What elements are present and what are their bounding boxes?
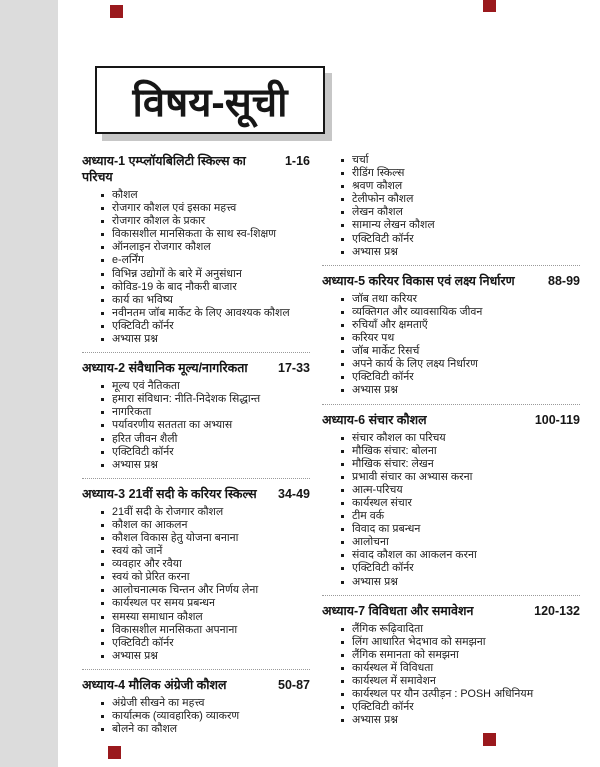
toc-item: रीडिंग स्किल्स — [352, 167, 580, 180]
toc-item: मूल्य एवं नैतिकता — [112, 380, 310, 393]
chapter-heading-row — [322, 273, 580, 289]
toc-item: मौखिक संचार: बोलना — [352, 445, 580, 458]
toc-item: एक्टिविटी कॉर्नर — [112, 637, 310, 650]
toc-item: व्यवहार और रवैया — [112, 558, 310, 571]
toc-item: अभ्यास प्रश्न — [352, 714, 580, 727]
corner-mark-icon — [483, 0, 496, 12]
chapter-pages: 88-99 — [548, 273, 580, 288]
toc-item: विवाद का प्रबन्धन — [352, 523, 580, 536]
toc-item: विकासशील मानसिकता अपनाना — [112, 624, 310, 637]
chapter-topic-list — [82, 506, 310, 663]
toc-item: रोजगार कौशल के प्रकार — [112, 215, 310, 228]
toc-item: आलोचना — [352, 536, 580, 549]
toc-item: एक्टिविटी कॉर्नर — [352, 233, 580, 246]
toc-item: लैंगिक रूढ़िवादिता — [352, 623, 580, 636]
chapter-block — [322, 154, 580, 259]
page-title-box — [95, 66, 325, 134]
toc-item: कौशल का आकलन — [112, 519, 310, 532]
chapter-heading-row — [82, 153, 310, 185]
toc-item: हरित जीवन शैली — [112, 433, 310, 446]
chapter-separator — [82, 352, 310, 353]
toc-item: आत्म-परिचय — [352, 484, 580, 497]
toc-item: कौशल विकास हेतु योजना बनाना — [112, 532, 310, 545]
toc-item: अपने कार्य के लिए लक्ष्य निर्धारण — [352, 358, 580, 371]
chapter-heading: अध्याय-6 संचार कौशल — [322, 412, 427, 427]
corner-mark-icon — [110, 5, 123, 18]
chapter-heading: अध्याय-4 मौलिक अंग्रेजी कौशल — [82, 677, 227, 692]
toc-item: विभिन्न उद्योगों के बारे में अनुसंधान — [112, 268, 310, 281]
chapter-heading-row — [82, 486, 310, 502]
chapter-pages: 1-16 — [284, 154, 310, 168]
chapter-pages: 100-119 — [534, 412, 580, 427]
toc-item: टीम वर्क — [352, 510, 580, 523]
toc-item: रुचियाँ और क्षमताएँ — [352, 319, 580, 332]
toc-item: स्वयं को प्रेरित करना — [112, 571, 310, 584]
toc-item: कौशल — [112, 189, 310, 202]
toc-item: अभ्यास प्रश्न — [112, 650, 310, 663]
chapter-block — [322, 273, 580, 398]
toc-item: बोलने का कौशल — [112, 723, 310, 736]
toc-item: पर्यावरणीय सततता का अभ्यास — [112, 419, 310, 432]
chapter-heading: अध्याय-1 एम्प्लॉयबिलिटी स्किल्स का परिचय — [82, 154, 246, 184]
toc-item: टेलीफोन कौशल — [352, 193, 580, 206]
toc-item: कार्य का भविष्य — [112, 294, 310, 307]
toc-item: अभ्यास प्रश्न — [352, 384, 580, 397]
toc-item: ऑनलाइन रोजगार कौशल — [112, 241, 310, 254]
toc-item: करियर पथ — [352, 332, 580, 345]
chapter-topic-list — [322, 154, 580, 259]
chapter-topic-list — [322, 432, 580, 589]
chapter-heading-row — [322, 603, 580, 619]
chapter-topic-list — [322, 623, 580, 728]
toc-item: जॉब तथा करियर — [352, 293, 580, 306]
scan-edge-shade — [0, 0, 58, 767]
toc-item: अभ्यास प्रश्न — [112, 333, 310, 346]
toc-item: जॉब मार्केट रिसर्च — [352, 345, 580, 358]
toc-column-left — [82, 153, 310, 736]
chapter-block — [82, 486, 310, 663]
toc-item: व्यक्तिगत और व्यावसायिक जीवन — [352, 306, 580, 319]
chapter-block — [82, 360, 310, 472]
chapter-heading: अध्याय-3 21वीं सदी के करियर स्किल्स — [82, 486, 257, 501]
toc-item: कार्यस्थल पर यौन उत्पीड़न : POSH अधिनियम — [352, 688, 580, 701]
chapter-block — [322, 603, 580, 728]
toc-item: हमारा संविधान: नीति-निदेशक सिद्धान्त — [112, 393, 310, 406]
toc-item: e-लर्निंग — [112, 254, 310, 267]
toc-item: कार्यस्थल पर समय प्रबन्धन — [112, 597, 310, 610]
toc-item: नवीनतम जॉब मार्केट के लिए आवश्यक कौशल — [112, 307, 310, 320]
toc-item: कार्यस्थल में समावेशन — [352, 675, 580, 688]
chapter-block — [82, 677, 310, 736]
toc-item: 21वीं सदी के रोजगार कौशल — [112, 506, 310, 519]
toc-item: समस्या समाधान कौशल — [112, 611, 310, 624]
toc-item: लिंग आधारित भेदभाव को समझना — [352, 636, 580, 649]
chapter-separator — [322, 404, 580, 405]
toc-item: रोजगार कौशल एवं इसका महत्त्व — [112, 202, 310, 215]
toc-item: एक्टिविटी कॉर्नर — [112, 320, 310, 333]
toc-item: अंग्रेजी सीखने का महत्त्व — [112, 697, 310, 710]
toc-item: कार्यस्थल में विविधता — [352, 662, 580, 675]
chapter-heading: अध्याय-2 संवैधानिक मूल्य/नागरिकता — [82, 361, 248, 376]
toc-item: चर्चा — [352, 154, 580, 167]
toc-item: कार्यात्मक (व्यावहारिक) व्याकरण — [112, 710, 310, 723]
toc-item: मौखिक संचार: लेखन — [352, 458, 580, 471]
chapter-separator — [82, 478, 310, 479]
chapter-heading: अध्याय-5 करियर विकास एवं लक्ष्य निर्धारण — [322, 273, 515, 288]
toc-item: श्रवण कौशल — [352, 180, 580, 193]
toc-item: अभ्यास प्रश्न — [352, 576, 580, 589]
chapter-topic-list — [82, 697, 310, 736]
toc-item: एक्टिविटी कॉर्नर — [352, 371, 580, 384]
corner-mark-icon — [108, 746, 121, 759]
toc-item: संवाद कौशल का आकलन करना — [352, 549, 580, 562]
chapter-heading: अध्याय-7 विविधता और समावेशन — [322, 603, 474, 618]
toc-item: कार्यस्थल संचार — [352, 497, 580, 510]
chapter-pages: 50-87 — [278, 677, 310, 692]
toc-item: सामान्य लेखन कौशल — [352, 219, 580, 232]
toc-item: स्वयं को जानें — [112, 545, 310, 558]
chapter-topic-list — [322, 293, 580, 398]
toc-column-right — [322, 153, 580, 736]
toc-item: विकासशील मानसिकता के साथ स्व-शिक्षण — [112, 228, 310, 241]
chapter-topic-list — [82, 189, 310, 346]
chapter-block — [82, 153, 310, 346]
toc-item: आलोचनात्मक चिन्तन और निर्णय लेना — [112, 584, 310, 597]
toc-item: नागरिकता — [112, 406, 310, 419]
toc-item: अभ्यास प्रश्न — [112, 459, 310, 472]
chapter-heading-row — [322, 412, 580, 428]
toc-item: कोविड-19 के बाद नौकरी बाजार — [112, 281, 310, 294]
chapter-heading-row — [82, 677, 310, 693]
chapter-pages: 34-49 — [278, 486, 310, 501]
toc-item: एक्टिविटी कॉर्नर — [352, 701, 580, 714]
toc-item: लैंगिक समानता को समझना — [352, 649, 580, 662]
toc-item: एक्टिविटी कॉर्नर — [352, 562, 580, 575]
chapter-topic-list — [82, 380, 310, 472]
chapter-pages: 120-132 — [534, 603, 580, 618]
chapter-separator — [82, 669, 310, 670]
toc-item: संचार कौशल का परिचय — [352, 432, 580, 445]
toc-item: लेखन कौशल — [352, 206, 580, 219]
toc-columns — [82, 153, 580, 736]
chapter-separator — [322, 265, 580, 266]
chapter-block — [322, 412, 580, 589]
chapter-separator — [322, 595, 580, 596]
toc-item: प्रभावी संचार का अभ्यास करना — [352, 471, 580, 484]
toc-item: एक्टिविटी कॉर्नर — [112, 446, 310, 459]
toc-item: अभ्यास प्रश्न — [352, 246, 580, 259]
chapter-pages: 17-33 — [278, 361, 310, 376]
page-title: विषय-सूची — [132, 80, 288, 125]
chapter-heading-row — [82, 360, 310, 376]
